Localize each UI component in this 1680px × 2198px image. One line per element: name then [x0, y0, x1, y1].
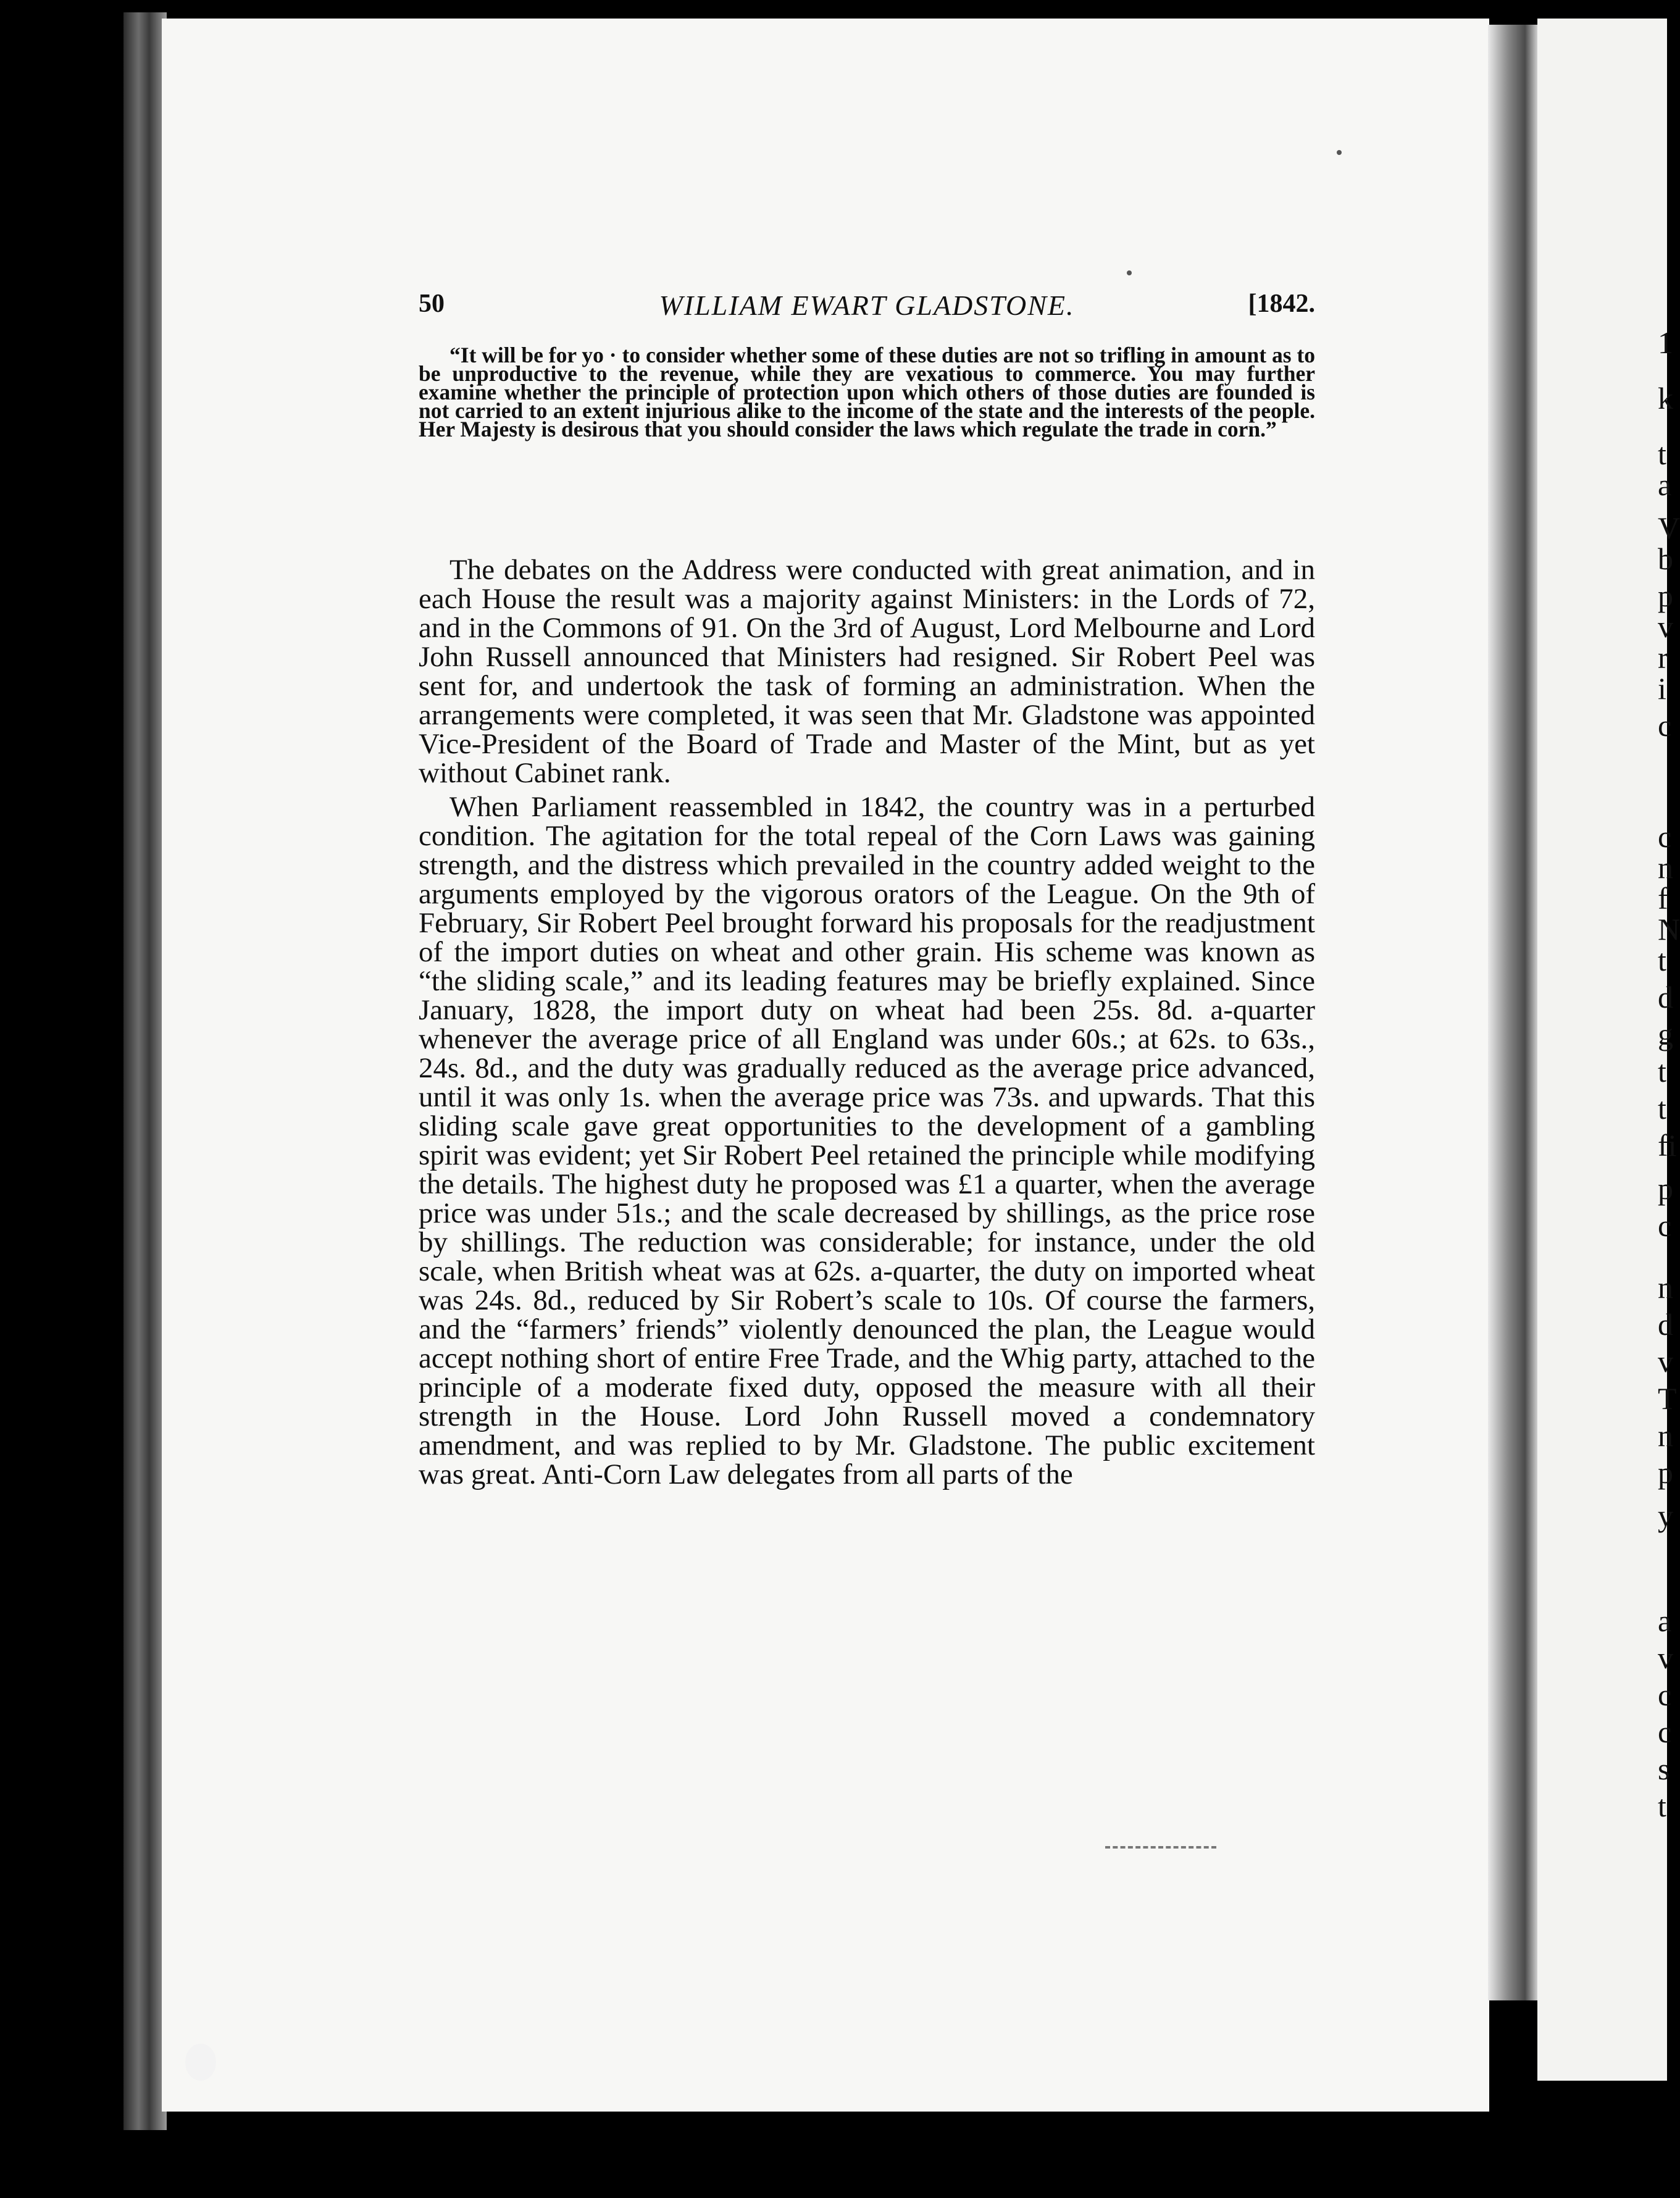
facing-page-letter: t	[1658, 437, 1666, 471]
facing-page-letter: c	[1658, 1715, 1672, 1749]
facing-page-letter: y	[1658, 1498, 1673, 1533]
facing-page-letter: p	[1658, 1171, 1673, 1206]
facing-page-letter: v	[1658, 609, 1673, 644]
facing-page-letter: n	[1658, 850, 1673, 885]
facing-page-letter: v	[1658, 1344, 1673, 1379]
stray-mark	[1337, 150, 1342, 155]
facing-page-letter: c	[1658, 1678, 1672, 1712]
facing-page-letter: n	[1658, 1418, 1673, 1453]
paper-fleck	[185, 2044, 216, 2081]
book-spine-edge	[123, 12, 167, 2130]
facing-page-edge	[1537, 19, 1680, 2081]
facing-page-letter: c	[1658, 819, 1672, 854]
paragraph: The debates on the Address were conducted with great animation, and in each House the result was a majority against Ministers: in the Lords of 72, and in the Commons of 91. On the 3rd of August, Lord Melbourne and Lord John Russell announced that Ministers had resigned. Sir Robert Peel was sent for, and undertook the task of forming an administration. When the arrangements were completed, it was seen that Mr. Gladstone was appointed Vice-President of the Board of Trade and Master of the Mint, but as yet without Cabinet rank.	[419, 554, 1315, 789]
facing-page-letter: t	[1658, 1054, 1666, 1089]
facing-page-letter: s	[1658, 1752, 1670, 1786]
facing-page-letter: p	[1658, 1455, 1673, 1490]
facing-page-letter: V	[1658, 511, 1680, 545]
footer-mark	[1105, 1846, 1216, 1851]
facing-page-letter: a	[1658, 1603, 1672, 1638]
facing-page-letter: c	[1658, 708, 1672, 743]
facing-page-letter: t	[1658, 1091, 1666, 1126]
facing-page-letter: t	[1658, 1789, 1666, 1823]
facing-page-letter: a	[1658, 467, 1672, 502]
page-number: 50	[419, 290, 445, 318]
facing-page-letter: v	[1658, 1640, 1673, 1675]
facing-page-letter: i	[1658, 671, 1666, 706]
running-header	[419, 289, 1315, 332]
facing-page-letter: k	[1658, 381, 1673, 416]
quote-text: “It will be for yo · to consider whether some of these duties are not so trifling in amount as to be unproductive to the revenue, while they are vexatious to commerce. You may further examine whether the principle of protection upon which others of those duties are founded is not carried to an extent injurious alike to the income of the state and the interests of the people. Her Majesty is desirous that you should consider the laws which regulate the trade in corn.”	[419, 343, 1315, 441]
facing-page-letter: r	[1658, 640, 1668, 675]
book-gutter	[1488, 25, 1537, 2000]
block-quote	[419, 343, 1315, 441]
facing-page-letter: f	[1658, 881, 1668, 916]
facing-page-letter: N	[1658, 912, 1680, 946]
stray-mark	[1127, 270, 1132, 275]
facing-page-letter: b	[1658, 541, 1673, 576]
facing-page-letter: d	[1658, 1307, 1673, 1342]
paragraph: When Parliament reassembled in 1842, the country was in a perturbed condition. The agitation for the total repeal of the Corn Laws was gaining strength, and the distress which prevailed in the country added weight to the arguments employed by the vigorous orators of the League. On the 9th of February, Sir Robert Peel brought forward his proposals for the readjustment of the import duties on wheat and other grain. His scheme was known as “the sliding scale,” and its leading features may be briefly explained. Since January, 1828, the import duty on wheat had been 25s. 8d. a-quarter whenever the average price of all England was under 60s.; at 62s. to 63s., 24s. 8d., and the duty was gradually reduced as the average price advanced, until it was only 1s. when the average price was 73s. and upwards. That this sliding scale gave great opportunities to the development of a gambling spirit was evident; yet Sir Robert Peel retained the principle while modifying the details. The highest duty he proposed was £1 a quarter, when the average price was under 51s.; and the scale decreased by shillings, as the price rose by shillings. The reduction was considerable; for instance, under the old scale, when British wheat was at 62s. a-quarter, the duty on imported wheat was 24s. 8d., reduced by Sir Robert’s scale to 10s. Of course the farmers, and the “farmers’ friends” violently denounced the plan, the League would accept nothing short of entire Free Trade, and the Whig party, attached to the principle of a moderate fixed duty, opposed the measure with all their strength in the House. Lord John Russell moved a condemnatory amendment, and was replied to by Mr. Gladstone. The public excitement was great. Anti-Corn Law delegates from all parts of the	[419, 791, 1315, 1490]
header-year: [1842.	[1248, 290, 1315, 318]
facing-page-letter: d	[1658, 980, 1673, 1014]
facing-page-letter: c	[1658, 1208, 1672, 1243]
facing-page-letter: n	[1658, 1270, 1673, 1305]
facing-page-letter: fi	[1658, 1128, 1677, 1163]
running-title: WILLIAM EWART GLADSTONE.	[659, 290, 1075, 321]
body-text	[419, 556, 1315, 1489]
facing-page-letter: t	[1658, 943, 1666, 977]
facing-page-letter: T	[1658, 1381, 1677, 1416]
facing-page-letter: p	[1658, 579, 1673, 613]
facing-page-letter: g	[1658, 1017, 1673, 1051]
facing-page-letter: 1	[1658, 325, 1673, 360]
